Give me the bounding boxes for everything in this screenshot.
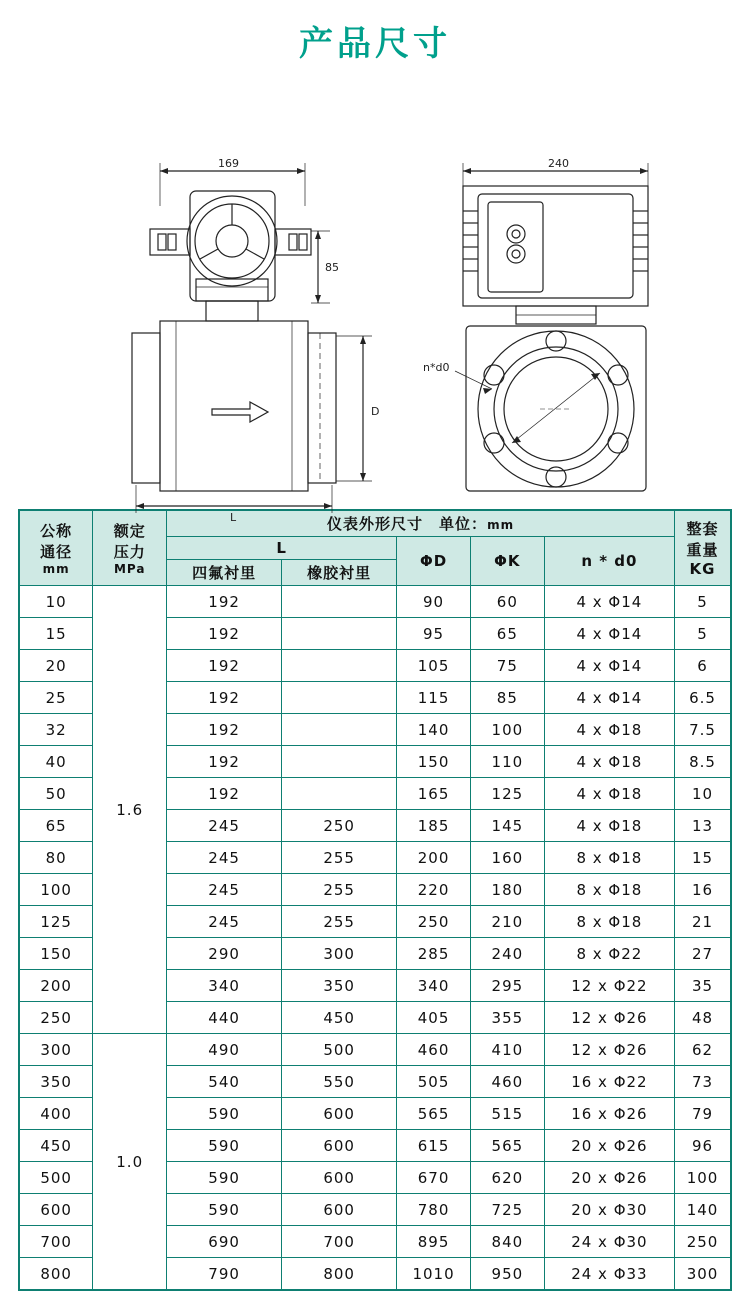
header-phi-d: ΦD	[397, 537, 471, 586]
cell-nominal-diameter: 600	[19, 1194, 93, 1226]
header-length: L	[167, 537, 397, 560]
cell-length-ptfe: 790	[167, 1258, 282, 1291]
cell-length-rubber: 450	[282, 1002, 397, 1034]
cell-phi-d: 405	[397, 1002, 471, 1034]
cell-length-ptfe: 245	[167, 810, 282, 842]
cell-length-ptfe: 290	[167, 938, 282, 970]
cell-phi-d: 200	[397, 842, 471, 874]
cell-bolt-holes: 8 x Φ18	[544, 874, 674, 906]
cell-length-rubber	[282, 650, 397, 682]
cell-phi-d: 165	[397, 778, 471, 810]
cell-length-rubber	[282, 586, 397, 618]
cell-phi-k: 65	[470, 618, 544, 650]
cell-length-ptfe: 590	[167, 1130, 282, 1162]
cell-phi-d: 780	[397, 1194, 471, 1226]
cell-nominal-diameter: 300	[19, 1034, 93, 1066]
cell-bolt-holes: 4 x Φ14	[544, 682, 674, 714]
cell-length-ptfe: 440	[167, 1002, 282, 1034]
cell-weight: 10	[675, 778, 731, 810]
cell-length-ptfe: 192	[167, 746, 282, 778]
cell-bolt-holes: 8 x Φ18	[544, 906, 674, 938]
cell-weight: 300	[675, 1258, 731, 1291]
cell-bolt-holes: 4 x Φ18	[544, 746, 674, 778]
cell-nominal-diameter: 200	[19, 970, 93, 1002]
cell-nominal-diameter: 700	[19, 1226, 93, 1258]
cell-phi-k: 840	[470, 1226, 544, 1258]
cell-weight: 100	[675, 1162, 731, 1194]
table-header-row-1	[19, 510, 731, 537]
header-total-weight: 整套 重量 KG	[675, 510, 731, 586]
cell-nominal-diameter: 250	[19, 1002, 93, 1034]
cell-length-rubber: 800	[282, 1258, 397, 1291]
cell-weight: 5	[675, 586, 731, 618]
cell-phi-k: 355	[470, 1002, 544, 1034]
cell-phi-d: 150	[397, 746, 471, 778]
cell-nominal-diameter: 100	[19, 874, 93, 906]
cell-bolt-holes: 8 x Φ22	[544, 938, 674, 970]
cell-bolt-holes: 12 x Φ26	[544, 1002, 674, 1034]
cell-phi-k: 210	[470, 906, 544, 938]
cell-bolt-holes: 16 x Φ26	[544, 1098, 674, 1130]
label-width-left: 169	[218, 157, 239, 170]
cell-weight: 250	[675, 1226, 731, 1258]
cell-phi-d: 505	[397, 1066, 471, 1098]
cell-phi-d: 615	[397, 1130, 471, 1162]
cell-length-rubber: 600	[282, 1098, 397, 1130]
cell-phi-d: 285	[397, 938, 471, 970]
cell-bolt-holes: 20 x Φ26	[544, 1162, 674, 1194]
cell-phi-k: 295	[470, 970, 544, 1002]
cell-length-rubber: 250	[282, 810, 397, 842]
cell-phi-k: 145	[470, 810, 544, 842]
cell-phi-d: 95	[397, 618, 471, 650]
cell-length-rubber	[282, 714, 397, 746]
cell-length-ptfe: 192	[167, 682, 282, 714]
cell-length-ptfe: 245	[167, 842, 282, 874]
cell-nominal-diameter: 25	[19, 682, 93, 714]
label-diameter: D	[371, 405, 380, 418]
cell-phi-d: 185	[397, 810, 471, 842]
table-row	[19, 1034, 731, 1066]
cell-nominal-diameter: 800	[19, 1258, 93, 1291]
header-length-rubber: 橡胶衬里	[282, 560, 397, 586]
cell-weight: 6	[675, 650, 731, 682]
cell-weight: 16	[675, 874, 731, 906]
header-nominal-diameter: 公称 通径 mm	[19, 510, 93, 586]
cell-nominal-diameter: 40	[19, 746, 93, 778]
cell-length-rubber: 600	[282, 1130, 397, 1162]
cell-weight: 7.5	[675, 714, 731, 746]
cell-nominal-diameter: 65	[19, 810, 93, 842]
cell-weight: 5	[675, 618, 731, 650]
cell-nominal-diameter: 125	[19, 906, 93, 938]
cell-rated-pressure: 1.0	[93, 1034, 167, 1291]
cell-length-ptfe: 590	[167, 1098, 282, 1130]
cell-phi-d: 250	[397, 906, 471, 938]
cell-nominal-diameter: 15	[19, 618, 93, 650]
cell-bolt-holes: 4 x Φ14	[544, 586, 674, 618]
header-length-ptfe: 四氟衬里	[167, 560, 282, 586]
cell-phi-k: 60	[470, 586, 544, 618]
cell-phi-k: 75	[470, 650, 544, 682]
cell-phi-d: 105	[397, 650, 471, 682]
cell-phi-d: 340	[397, 970, 471, 1002]
cell-nominal-diameter: 10	[19, 586, 93, 618]
cell-nominal-diameter: 50	[19, 778, 93, 810]
cell-bolt-holes: 4 x Φ18	[544, 714, 674, 746]
cell-bolt-holes: 4 x Φ18	[544, 810, 674, 842]
cell-bolt-holes: 4 x Φ14	[544, 618, 674, 650]
cell-phi-k: 950	[470, 1258, 544, 1291]
header-phi-k: ΦK	[470, 537, 544, 586]
cell-length-rubber	[282, 618, 397, 650]
cell-length-rubber	[282, 778, 397, 810]
cell-phi-d: 220	[397, 874, 471, 906]
cell-phi-k: 460	[470, 1066, 544, 1098]
cell-length-rubber: 255	[282, 874, 397, 906]
cell-bolt-holes: 4 x Φ14	[544, 650, 674, 682]
cell-phi-k: 620	[470, 1162, 544, 1194]
cell-nominal-diameter: 150	[19, 938, 93, 970]
cell-bolt-holes: 12 x Φ22	[544, 970, 674, 1002]
cell-bolt-holes: 20 x Φ26	[544, 1130, 674, 1162]
cell-phi-k: 725	[470, 1194, 544, 1226]
cell-length-ptfe: 540	[167, 1066, 282, 1098]
cell-length-rubber: 700	[282, 1226, 397, 1258]
header-bolt-holes: n * d0	[544, 537, 674, 586]
cell-nominal-diameter: 500	[19, 1162, 93, 1194]
cell-length-ptfe: 192	[167, 586, 282, 618]
cell-nominal-diameter: 350	[19, 1066, 93, 1098]
cell-length-ptfe: 690	[167, 1226, 282, 1258]
cell-phi-d: 565	[397, 1098, 471, 1130]
cell-length-rubber: 300	[282, 938, 397, 970]
cell-bolt-holes: 12 x Φ26	[544, 1034, 674, 1066]
cell-length-ptfe: 245	[167, 874, 282, 906]
cell-length-ptfe: 245	[167, 906, 282, 938]
cell-bolt-holes: 24 x Φ30	[544, 1226, 674, 1258]
cell-phi-d: 670	[397, 1162, 471, 1194]
dimension-table	[18, 509, 732, 1291]
cell-weight: 21	[675, 906, 731, 938]
cell-weight: 73	[675, 1066, 731, 1098]
cell-nominal-diameter: 80	[19, 842, 93, 874]
cell-weight: 35	[675, 970, 731, 1002]
cell-phi-d: 140	[397, 714, 471, 746]
cell-bolt-holes: 16 x Φ22	[544, 1066, 674, 1098]
cell-length-ptfe: 192	[167, 714, 282, 746]
cell-phi-d: 895	[397, 1226, 471, 1258]
cell-phi-d: 90	[397, 586, 471, 618]
cell-length-ptfe: 192	[167, 778, 282, 810]
cell-length-rubber: 500	[282, 1034, 397, 1066]
cell-bolt-holes: 4 x Φ18	[544, 778, 674, 810]
cell-nominal-diameter: 450	[19, 1130, 93, 1162]
cell-length-rubber: 550	[282, 1066, 397, 1098]
cell-phi-k: 160	[470, 842, 544, 874]
cell-nominal-diameter: 20	[19, 650, 93, 682]
cell-length-ptfe: 590	[167, 1162, 282, 1194]
cell-phi-k: 85	[470, 682, 544, 714]
table-row	[19, 586, 731, 618]
cell-phi-d: 460	[397, 1034, 471, 1066]
cell-weight: 8.5	[675, 746, 731, 778]
cell-phi-k: 565	[470, 1130, 544, 1162]
label-bolt-pattern: n*d0	[423, 361, 450, 374]
cell-weight: 62	[675, 1034, 731, 1066]
cell-weight: 15	[675, 842, 731, 874]
cell-length-rubber	[282, 682, 397, 714]
page-title: 产品尺寸	[299, 24, 451, 64]
cell-length-rubber	[282, 746, 397, 778]
cell-phi-k: 515	[470, 1098, 544, 1130]
cell-phi-k: 240	[470, 938, 544, 970]
label-length: L	[230, 511, 237, 524]
cell-length-rubber: 600	[282, 1194, 397, 1226]
cell-weight: 6.5	[675, 682, 731, 714]
cell-bolt-holes: 20 x Φ30	[544, 1194, 674, 1226]
header-rated-pressure: 额定 压力 MPa	[93, 510, 167, 586]
cell-phi-k: 410	[470, 1034, 544, 1066]
cell-nominal-diameter: 32	[19, 714, 93, 746]
cell-phi-d: 1010	[397, 1258, 471, 1291]
header-overall-dimensions: 仪表外形尺寸 单位：mm	[167, 510, 675, 537]
label-height-left: 85	[325, 261, 339, 274]
cell-nominal-diameter: 400	[19, 1098, 93, 1130]
table-body	[19, 586, 731, 1291]
cell-phi-k: 125	[470, 778, 544, 810]
cell-length-ptfe: 192	[167, 650, 282, 682]
cell-weight: 48	[675, 1002, 731, 1034]
cell-length-ptfe: 490	[167, 1034, 282, 1066]
cell-weight: 79	[675, 1098, 731, 1130]
cell-phi-k: 100	[470, 714, 544, 746]
cell-rated-pressure: 1.6	[93, 586, 167, 1034]
label-width-right: 240	[548, 157, 569, 170]
cell-length-rubber: 255	[282, 906, 397, 938]
cell-phi-k: 110	[470, 746, 544, 778]
cell-phi-d: 115	[397, 682, 471, 714]
cell-length-rubber: 350	[282, 970, 397, 1002]
cell-weight: 13	[675, 810, 731, 842]
cell-bolt-holes: 8 x Φ18	[544, 842, 674, 874]
cell-bolt-holes: 24 x Φ33	[544, 1258, 674, 1291]
cell-weight: 27	[675, 938, 731, 970]
cell-length-ptfe: 590	[167, 1194, 282, 1226]
cell-length-rubber: 600	[282, 1162, 397, 1194]
cell-length-ptfe: 340	[167, 970, 282, 1002]
cell-length-rubber: 255	[282, 842, 397, 874]
cell-weight: 140	[675, 1194, 731, 1226]
cell-weight: 96	[675, 1130, 731, 1162]
cell-length-ptfe: 192	[167, 618, 282, 650]
cell-phi-k: 180	[470, 874, 544, 906]
